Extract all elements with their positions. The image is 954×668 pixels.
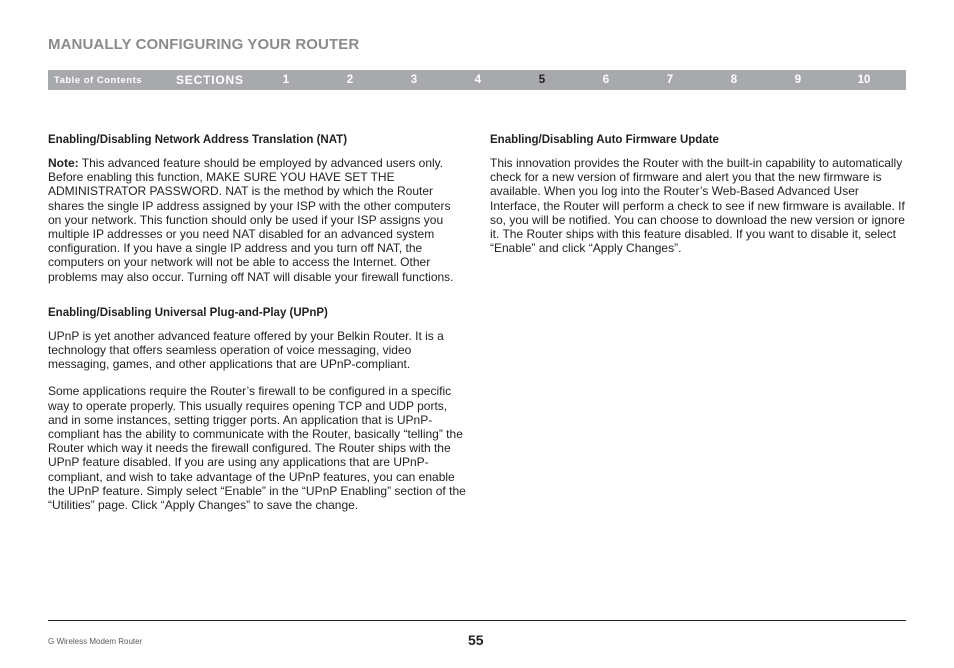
left-column <box>48 133 466 525</box>
upnp-paragraph-1: UPnP is yet another advanced feature offered by your Belkin Router. It is a technology that offers seamless operation of voice messaging, video messaging, games, and other applications that are UPnP-compliant. <box>48 328 444 372</box>
nav-table-of-contents[interactable]: Table of Contents <box>54 75 143 86</box>
nav-section-6[interactable]: 6 <box>602 74 610 86</box>
upnp-paragraph-2: Some applications require the Router’s firewall to be configured in a specific way to operate properly. This usually requires opening TCP and UDP ports, and in some instances, setting trigger ports. An application that is UPnP-compliant has the ability to communicate with the Router, basically “telling” the Router which way it needs the firewall configured. The Router ships with the UPnP feature disabled. If you are using any applications that are UPnP-compliant, and wish to take advantage of the UPnP features, you can enable the UPnP feature. Simply select “Enable” in the “UPnP Enabling” section of the “Utilities” page. Click “Apply Changes” to save the change. <box>48 384 466 513</box>
nav-section-1[interactable]: 1 <box>282 74 290 86</box>
nat-note-paragraph <box>48 156 466 284</box>
nav-section-3[interactable]: 3 <box>410 74 418 86</box>
footer-product-name: G Wireless Modem Router <box>48 637 143 646</box>
chapter-title: MANUALLY CONFIGURING YOUR ROUTER <box>48 36 360 53</box>
nat-note-body: This advanced feature should be employed by advanced users only. Before enabling this function, MAKE SURE YOU HAVE SET THE ADMINISTRATOR PASSWORD. NAT is the method by which the Router shares the single IP address assigned by your ISP with the other computers on your network. This function should only be used if your ISP assigns you multiple IP addresses or you need NAT disabled for an advanced system configuration. If you have a single IP address and you turn off NAT, the computers on your network will not be able to access the Internet. Other problems may also occur. Turning off NAT will disable your firewall functions. <box>48 156 454 284</box>
nav-section-7[interactable]: 7 <box>666 74 674 86</box>
nav-section-9[interactable]: 9 <box>794 74 802 86</box>
nav-section-10[interactable]: 10 <box>857 74 871 86</box>
note-label: Note: <box>48 156 79 170</box>
footer-divider <box>48 620 906 621</box>
nat-heading: Enabling/Disabling Network Address Translation (NAT) <box>48 134 348 146</box>
nav-section-5[interactable]: 5 <box>538 74 546 86</box>
right-column <box>490 133 908 268</box>
page-number: 55 <box>468 632 484 648</box>
section-nav-bar <box>48 70 906 90</box>
nav-section-8[interactable]: 8 <box>730 74 738 86</box>
nav-section-4[interactable]: 4 <box>474 74 482 86</box>
nav-section-2[interactable]: 2 <box>346 74 354 86</box>
nav-sections-label: SECTIONS <box>176 73 244 87</box>
firmware-paragraph: This innovation provides the Router with the built-in capability to automatically check for a new version of firmware and alert you that the new firmware is available. When you log into the Router’s Web-Based Advanced User Interface, the Router will perform a check to see if new firmware is available. If so, you will be notified. You can choose to download the new version or ignore it. The Router ships with this feature disabled. If you want to disable it, select “Enable” and click “Apply Changes”. <box>490 156 905 256</box>
firmware-heading: Enabling/Disabling Auto Firmware Update <box>490 134 719 146</box>
upnp-heading: Enabling/Disabling Universal Plug-and-Play (UPnP) <box>48 306 328 319</box>
